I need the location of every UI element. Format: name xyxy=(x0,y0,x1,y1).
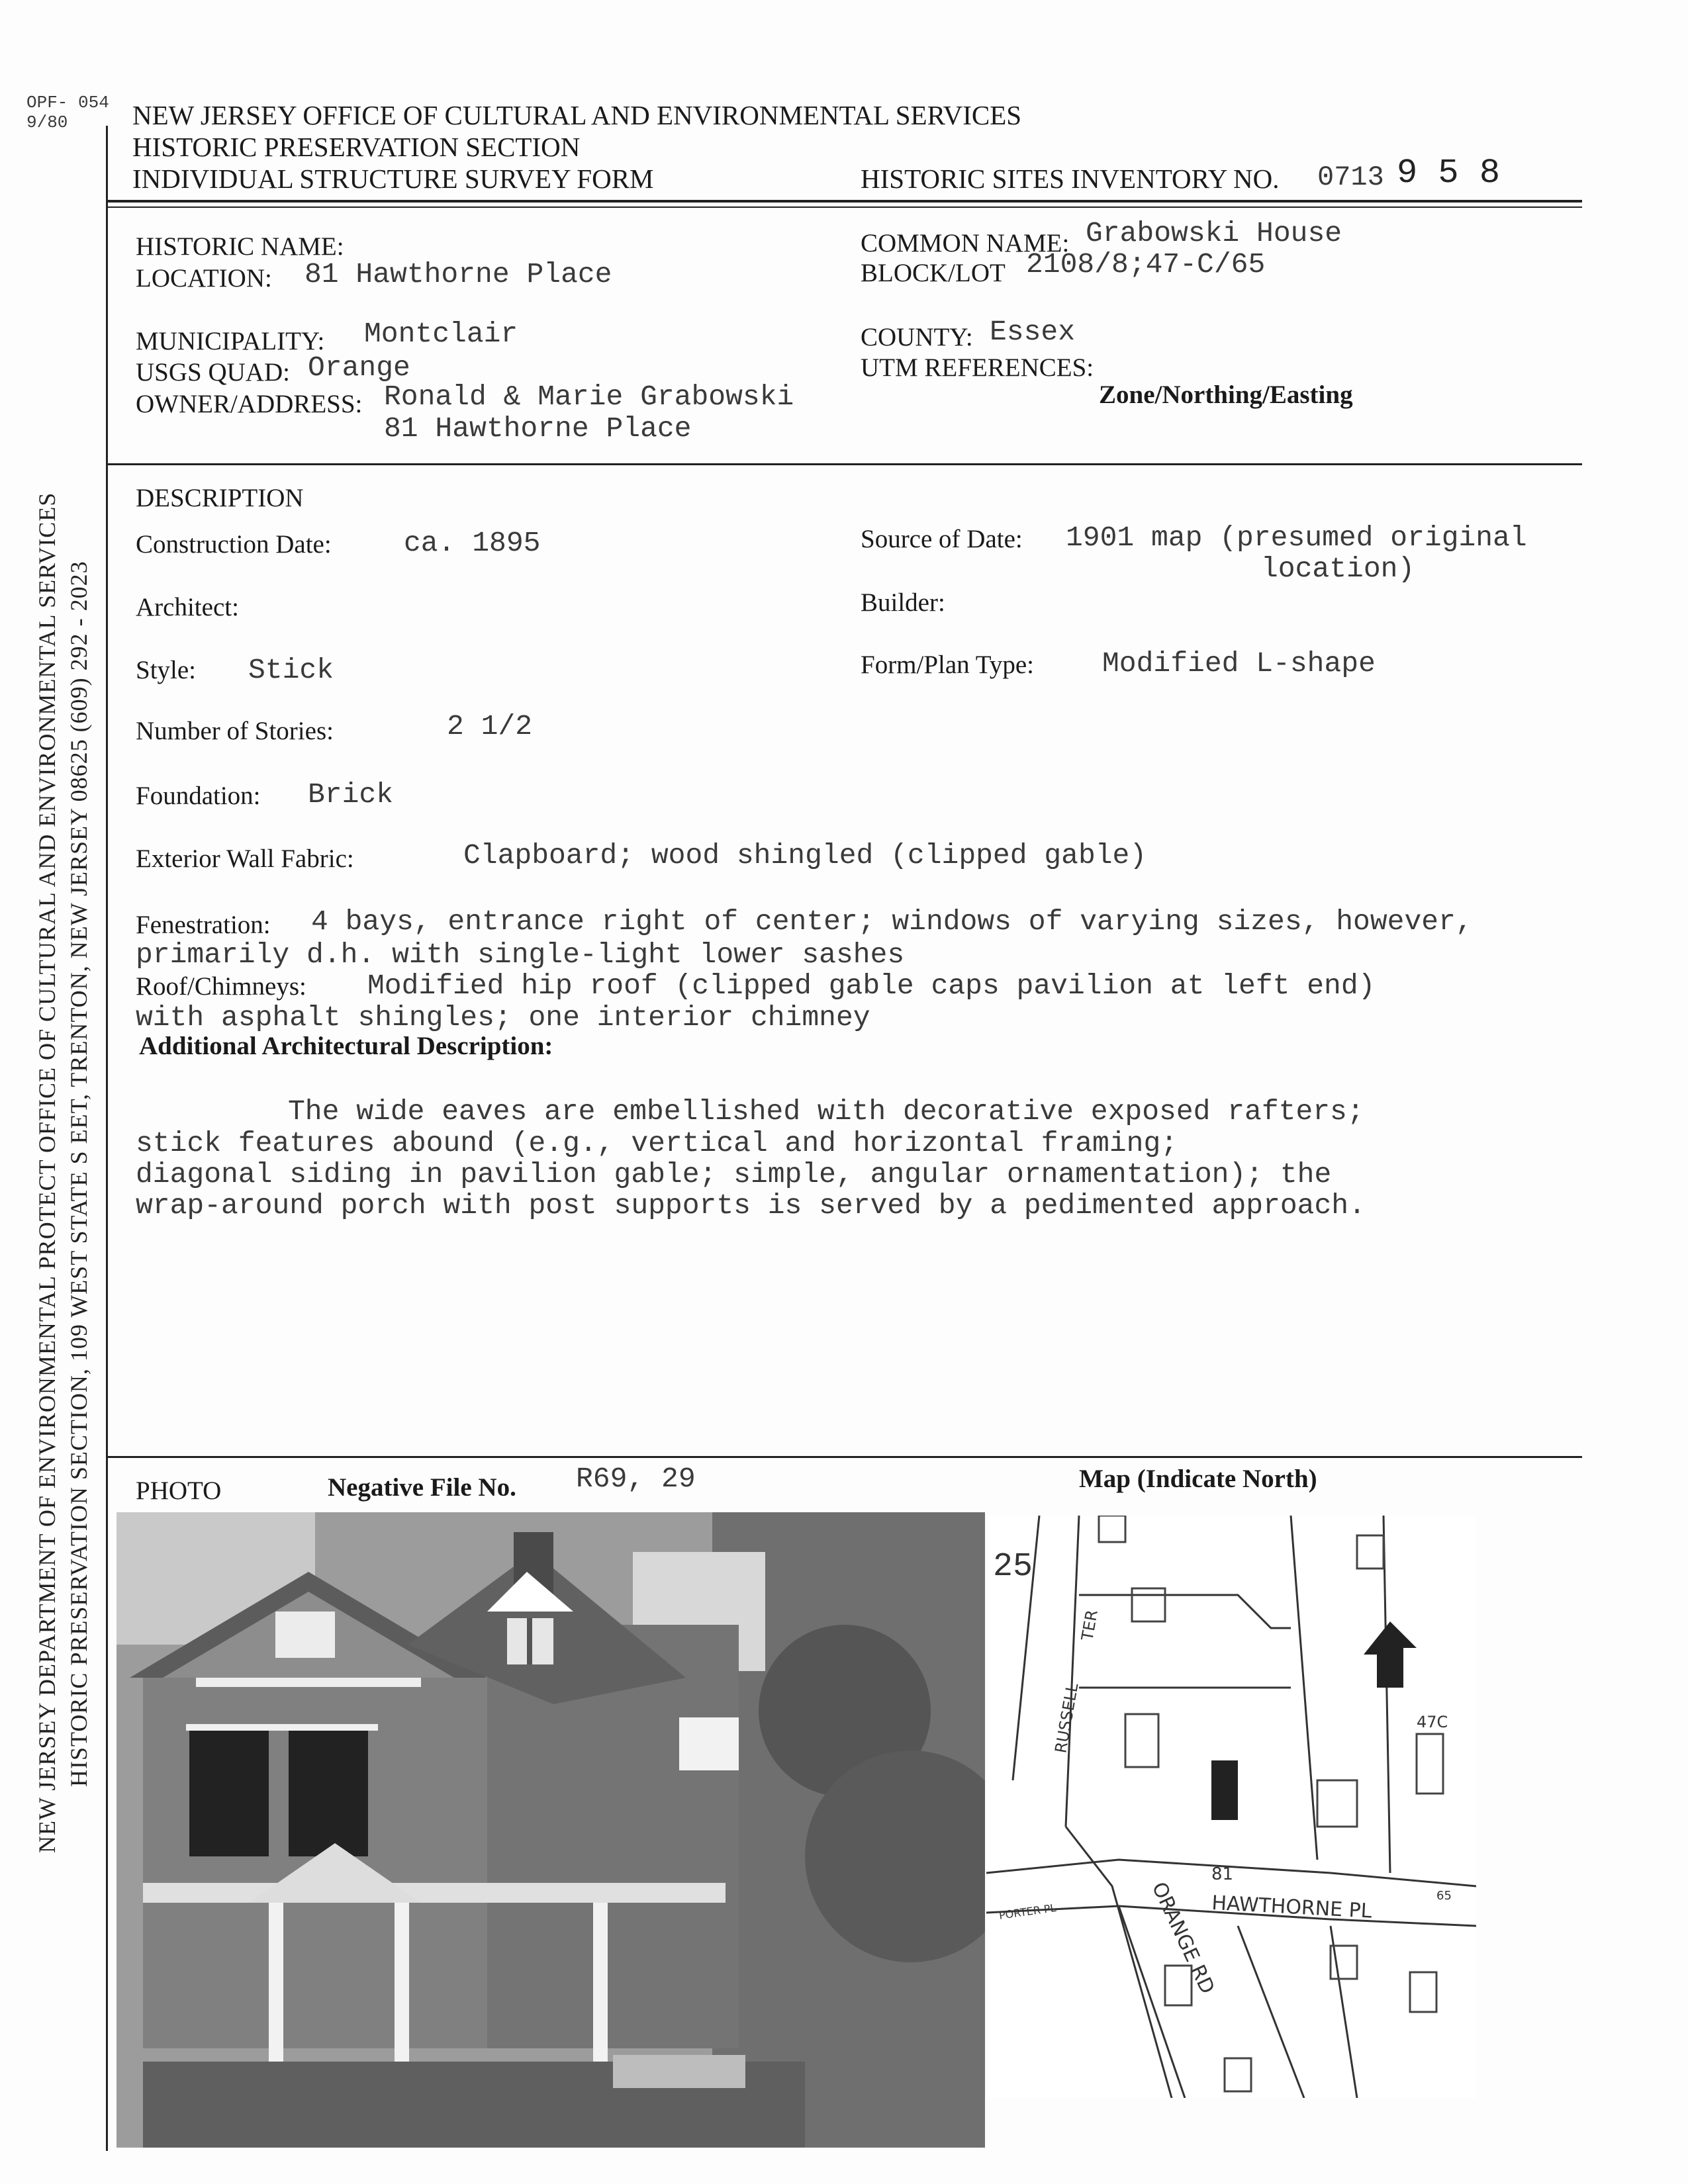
style-value: Stick xyxy=(248,654,334,686)
map-street-orange: ORANGE RD xyxy=(1147,1878,1219,1998)
foundation-value: Brick xyxy=(308,778,394,811)
description-heading: DESCRIPTION xyxy=(136,484,304,512)
block-lot-label: BLOCK/LOT xyxy=(861,259,1006,287)
county-value: Essex xyxy=(990,316,1076,348)
fenestration-line2: primarily d.h. with single-light lower sashes xyxy=(136,938,905,971)
stories-value: 2 1/2 xyxy=(447,710,533,743)
inventory-prefix: 0713 xyxy=(1317,161,1384,193)
header-rule xyxy=(106,200,1582,203)
map-lot-65: 65 xyxy=(1436,1889,1452,1903)
form-plan-label: Form/Plan Type: xyxy=(861,651,1034,679)
builder-label: Builder: xyxy=(861,588,945,617)
inventory-label: HISTORIC SITES INVENTORY NO. xyxy=(861,163,1280,194)
location-value: 81 Hawthorne Place xyxy=(305,258,612,291)
form-code-date: 9/80 xyxy=(26,113,68,132)
additional-line2: stick features abound (e.g., vertical and horizontal framing; xyxy=(136,1127,1178,1160)
style-label: Style: xyxy=(136,656,197,684)
photo-label: PHOTO xyxy=(136,1477,222,1505)
inventory-number: 9 5 8 xyxy=(1397,154,1501,193)
additional-line1: The wide eaves are embellished with decorative exposed rafters; xyxy=(288,1095,1364,1128)
common-name-value: Grabowski House xyxy=(1086,217,1342,250)
negative-label: Negative File No. xyxy=(328,1473,516,1502)
fenestration-label: Fenestration: xyxy=(136,911,271,939)
identification-rule xyxy=(106,463,1582,465)
roof-line1: Modified hip roof (clipped gable caps pavilion at left end) xyxy=(367,970,1376,1002)
municipality-label: MUNICIPALITY: xyxy=(136,327,325,355)
block-lot-value: 2108/8;47-C/65 xyxy=(1026,248,1266,281)
house-photo xyxy=(117,1512,985,2148)
location-label: LOCATION: xyxy=(136,264,272,293)
map-street-ter: TER xyxy=(1078,1608,1102,1643)
architect-label: Architect: xyxy=(136,593,239,621)
construction-label: Construction Date: xyxy=(136,530,332,559)
site-map-drawing xyxy=(986,1516,1476,2098)
site-map xyxy=(986,1516,1476,2098)
house-photo-drawing xyxy=(117,1512,985,2148)
header-rule-2 xyxy=(106,206,1582,208)
source-label: Source of Date: xyxy=(861,525,1023,553)
form-code: OPF- 054 xyxy=(26,93,109,113)
owner-line1: Ronald & Marie Grabowski xyxy=(384,381,794,413)
usgs-label: USGS QUAD: xyxy=(136,358,290,387)
common-name-label: COMMON NAME: xyxy=(861,229,1070,257)
wall-fabric-value: Clapboard; wood shingled (clipped gable) xyxy=(463,839,1147,872)
map-sheet-number: 25 xyxy=(993,1548,1033,1586)
photo-rule xyxy=(106,1456,1582,1458)
left-margin-line xyxy=(106,126,108,2151)
stories-label: Number of Stories: xyxy=(136,717,334,745)
usgs-value: Orange xyxy=(308,351,410,384)
additional-label: Additional Architectural Description: xyxy=(139,1032,553,1060)
map-street-porter: PORTER PL xyxy=(998,1901,1057,1922)
negative-value: R69, 29 xyxy=(576,1463,696,1495)
map-street-russell: RUSSELL xyxy=(1051,1682,1082,1755)
construction-value: ca. 1895 xyxy=(404,527,541,559)
agency-title: NEW JERSEY OFFICE OF CULTURAL AND ENVIRONMENTAL SERVICES xyxy=(132,100,1022,130)
owner-label: OWNER/ADDRESS: xyxy=(136,390,363,418)
map-label: Map (Indicate North) xyxy=(1079,1465,1317,1493)
historic-name-label: HISTORIC NAME: xyxy=(136,232,344,261)
source-line2: location) xyxy=(1261,553,1415,585)
utm-sub-label: Zone/Northing/Easting xyxy=(1099,381,1353,409)
municipality-value: Montclair xyxy=(364,318,518,350)
form-title: INDIVIDUAL STRUCTURE SURVEY FORM xyxy=(132,163,654,194)
additional-line3: diagonal siding in pavilion gable; simple, angular ornamentation); the xyxy=(136,1158,1332,1191)
foundation-label: Foundation: xyxy=(136,782,261,810)
roof-line2: with asphalt shingles; one interior chimney xyxy=(136,1001,870,1034)
county-label: COUNTY: xyxy=(861,323,973,351)
fenestration-line1: 4 bays, entrance right of center; windows of varying sizes, however, xyxy=(311,905,1473,938)
sidebar-line2: HISTORIC PRESERVATION SECTION, 109 WEST STATE S EET, TRENTON, NEW JERSEY 08625 (609) 292 - 2023 xyxy=(66,561,92,1787)
map-lot-47c: 47C xyxy=(1417,1713,1448,1731)
owner-line2: 81 Hawthorne Place xyxy=(384,412,692,445)
additional-line4: wrap-around porch with post supports is served by a pedimented approach. xyxy=(136,1189,1366,1222)
section-title: HISTORIC PRESERVATION SECTION xyxy=(132,132,581,162)
utm-label: UTM REFERENCES: xyxy=(861,353,1094,382)
map-street-hawthorne: HAWTHORNE PL xyxy=(1211,1891,1373,1923)
wall-fabric-label: Exterior Wall Fabric: xyxy=(136,844,354,873)
sidebar-line1: NEW JERSEY DEPARTMENT OF ENVIRONMENTAL PROTECT OFFICE OF CULTURAL AND ENVIRONMENTAL SERVICES xyxy=(34,492,60,1853)
roof-label: Roof/Chimneys: xyxy=(136,972,306,1001)
form-plan-value: Modified L-shape xyxy=(1102,647,1376,680)
source-line1: 1901 map (presumed original xyxy=(1066,522,1527,554)
map-lot-81: 81 xyxy=(1211,1864,1234,1884)
